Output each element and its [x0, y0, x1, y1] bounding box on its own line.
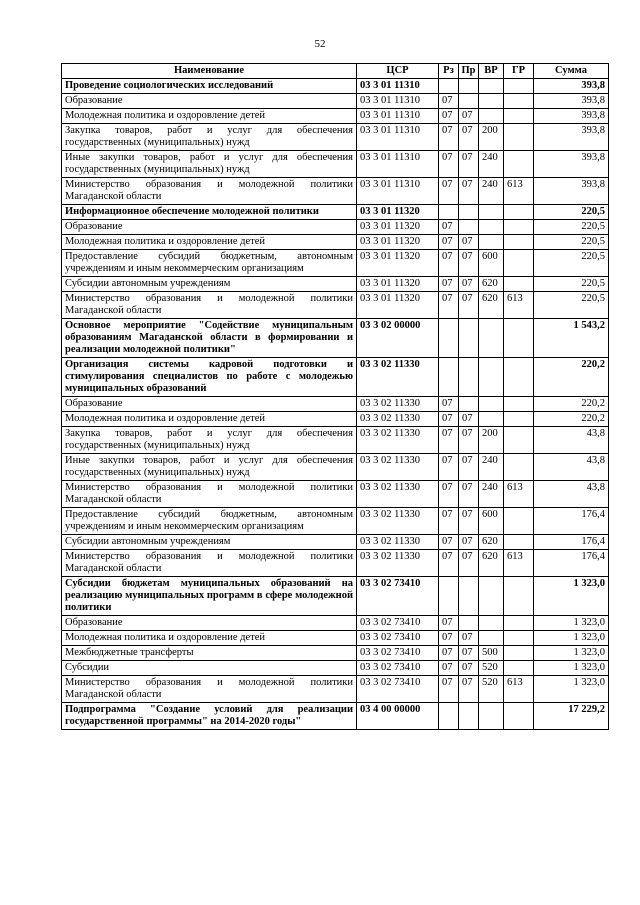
- table-row: [62, 427, 609, 454]
- cell-rz: [439, 358, 459, 397]
- header-rz: Рз: [439, 64, 459, 79]
- cell-name: Иные закупки товаров, работ и услуг для обеспечения государственных (муниципальных) нужд: [62, 454, 357, 481]
- cell-gr: [504, 703, 534, 730]
- cell-rz: 07: [439, 646, 459, 661]
- cell-csr: 03 3 01 11320: [357, 235, 439, 250]
- cell-pr: 07: [459, 277, 479, 292]
- cell-vr: [479, 412, 504, 427]
- cell-vr: 600: [479, 508, 504, 535]
- cell-pr: 07: [459, 481, 479, 508]
- cell-csr: 03 3 02 73410: [357, 661, 439, 676]
- cell-pr: 07: [459, 550, 479, 577]
- cell-gr: [504, 577, 534, 616]
- table-row: [62, 109, 609, 124]
- table-row: [62, 577, 609, 616]
- cell-gr: 613: [504, 550, 534, 577]
- table-row: [62, 250, 609, 277]
- cell-name: Субсидии: [62, 661, 357, 676]
- table-row: [62, 550, 609, 577]
- cell-gr: [504, 79, 534, 94]
- header-pr: Пр: [459, 64, 479, 79]
- cell-name: Молодежная политика и оздоровление детей: [62, 631, 357, 646]
- cell-gr: [504, 319, 534, 358]
- cell-name: Закупка товаров, работ и услуг для обеспечения государственных (муниципальных) нужд: [62, 427, 357, 454]
- table-row: [62, 646, 609, 661]
- cell-rz: 07: [439, 550, 459, 577]
- cell-rz: [439, 577, 459, 616]
- cell-rz: 07: [439, 220, 459, 235]
- cell-sum: 220,5: [534, 235, 609, 250]
- cell-sum: 220,5: [534, 292, 609, 319]
- cell-sum: 43,8: [534, 481, 609, 508]
- cell-csr: 03 3 02 73410: [357, 631, 439, 646]
- cell-vr: 600: [479, 250, 504, 277]
- cell-pr: 07: [459, 535, 479, 550]
- cell-rz: 07: [439, 427, 459, 454]
- cell-rz: 07: [439, 676, 459, 703]
- cell-vr: [479, 205, 504, 220]
- cell-rz: [439, 703, 459, 730]
- table-row: [62, 178, 609, 205]
- table-row: [62, 412, 609, 427]
- cell-gr: [504, 427, 534, 454]
- cell-pr: 07: [459, 646, 479, 661]
- cell-pr: [459, 205, 479, 220]
- cell-name: Предоставление субсидий бюджетным, автономным учреждениям и иным некоммерческим организациям: [62, 508, 357, 535]
- cell-rz: [439, 205, 459, 220]
- table-row: [62, 508, 609, 535]
- cell-pr: 07: [459, 508, 479, 535]
- cell-vr: 520: [479, 661, 504, 676]
- cell-sum: 1 323,0: [534, 616, 609, 631]
- cell-name: Субсидии бюджетам муниципальных образований на реализацию муниципальных программ в сфере молодежной политики: [62, 577, 357, 616]
- cell-name: Министерство образования и молодежной политики Магаданской области: [62, 178, 357, 205]
- cell-vr: [479, 616, 504, 631]
- cell-vr: 500: [479, 646, 504, 661]
- cell-gr: 613: [504, 481, 534, 508]
- cell-sum: 1 543,2: [534, 319, 609, 358]
- cell-csr: 03 3 02 73410: [357, 646, 439, 661]
- cell-csr: 03 3 01 11310: [357, 94, 439, 109]
- cell-csr: 03 3 01 11310: [357, 151, 439, 178]
- table-body: [62, 79, 609, 730]
- header-vr: ВР: [479, 64, 504, 79]
- cell-vr: 620: [479, 277, 504, 292]
- cell-sum: 17 229,2: [534, 703, 609, 730]
- cell-gr: [504, 631, 534, 646]
- header-row: [62, 64, 609, 79]
- table-row: [62, 703, 609, 730]
- table-row: [62, 235, 609, 250]
- cell-csr: 03 3 02 11330: [357, 412, 439, 427]
- cell-rz: 07: [439, 631, 459, 646]
- cell-gr: 613: [504, 178, 534, 205]
- cell-rz: [439, 79, 459, 94]
- cell-pr: 07: [459, 631, 479, 646]
- table-row: [62, 454, 609, 481]
- cell-name: Министерство образования и молодежной политики Магаданской области: [62, 676, 357, 703]
- cell-rz: 07: [439, 109, 459, 124]
- cell-csr: 03 3 02 73410: [357, 676, 439, 703]
- cell-name: Организация системы кадровой подготовки и стимулирования специалистов по работе с молодежью муниципальных образований: [62, 358, 357, 397]
- cell-name: Министерство образования и молодежной политики Магаданской области: [62, 292, 357, 319]
- cell-sum: 176,4: [534, 508, 609, 535]
- cell-pr: [459, 358, 479, 397]
- cell-vr: 200: [479, 427, 504, 454]
- cell-vr: [479, 703, 504, 730]
- cell-vr: 240: [479, 151, 504, 178]
- cell-sum: 43,8: [534, 454, 609, 481]
- table-row: [62, 358, 609, 397]
- table-row: [62, 220, 609, 235]
- cell-gr: [504, 358, 534, 397]
- cell-csr: 03 3 02 73410: [357, 616, 439, 631]
- cell-sum: 1 323,0: [534, 577, 609, 616]
- cell-gr: [504, 235, 534, 250]
- table-row: [62, 631, 609, 646]
- cell-rz: 07: [439, 94, 459, 109]
- cell-name: Образование: [62, 397, 357, 412]
- cell-csr: 03 3 01 11320: [357, 205, 439, 220]
- cell-vr: [479, 631, 504, 646]
- cell-gr: [504, 151, 534, 178]
- cell-csr: 03 3 02 11330: [357, 358, 439, 397]
- cell-name: Образование: [62, 220, 357, 235]
- cell-csr: 03 3 02 11330: [357, 427, 439, 454]
- cell-vr: [479, 220, 504, 235]
- cell-sum: 220,5: [534, 250, 609, 277]
- cell-csr: 03 3 01 11310: [357, 124, 439, 151]
- cell-gr: [504, 454, 534, 481]
- cell-name: Молодежная политика и оздоровление детей: [62, 109, 357, 124]
- cell-gr: [504, 661, 534, 676]
- table-row: [62, 616, 609, 631]
- cell-pr: [459, 319, 479, 358]
- table-row: [62, 79, 609, 94]
- cell-pr: 07: [459, 454, 479, 481]
- cell-sum: 393,8: [534, 178, 609, 205]
- cell-sum: 1 323,0: [534, 676, 609, 703]
- cell-vr: [479, 358, 504, 397]
- cell-sum: 176,4: [534, 550, 609, 577]
- cell-gr: [504, 508, 534, 535]
- table-header: [62, 64, 609, 79]
- cell-gr: [504, 397, 534, 412]
- cell-rz: 07: [439, 616, 459, 631]
- cell-csr: 03 3 01 11320: [357, 277, 439, 292]
- cell-vr: 620: [479, 550, 504, 577]
- cell-rz: 07: [439, 481, 459, 508]
- cell-csr: 03 3 02 00000: [357, 319, 439, 358]
- cell-sum: 176,4: [534, 535, 609, 550]
- table-row: [62, 124, 609, 151]
- header-name: Наименование: [62, 64, 357, 79]
- cell-csr: 03 3 01 11310: [357, 178, 439, 205]
- table-row: [62, 277, 609, 292]
- cell-pr: 07: [459, 235, 479, 250]
- cell-name: Субсидии автономным учреждениям: [62, 277, 357, 292]
- cell-rz: 07: [439, 508, 459, 535]
- cell-csr: 03 3 01 11320: [357, 250, 439, 277]
- cell-rz: 07: [439, 250, 459, 277]
- cell-vr: 620: [479, 535, 504, 550]
- cell-rz: [439, 319, 459, 358]
- table-row: [62, 397, 609, 412]
- cell-sum: 220,5: [534, 277, 609, 292]
- table-row: [62, 319, 609, 358]
- cell-vr: 200: [479, 124, 504, 151]
- table-row: [62, 535, 609, 550]
- cell-vr: 240: [479, 481, 504, 508]
- cell-sum: 43,8: [534, 427, 609, 454]
- table-row: [62, 94, 609, 109]
- cell-name: Основное мероприятие "Содействие муниципальным образованиям Магаданской области в формировании и реализации молодежной политики": [62, 319, 357, 358]
- cell-pr: 07: [459, 151, 479, 178]
- cell-name: Закупка товаров, работ и услуг для обеспечения государственных (муниципальных) нужд: [62, 124, 357, 151]
- budget-table: [61, 63, 609, 730]
- cell-rz: 07: [439, 412, 459, 427]
- header-sum: Сумма: [534, 64, 609, 79]
- table-row: [62, 676, 609, 703]
- cell-name: Образование: [62, 94, 357, 109]
- cell-name: Проведение социологических исследований: [62, 79, 357, 94]
- cell-pr: 07: [459, 676, 479, 703]
- cell-csr: 03 3 01 11320: [357, 220, 439, 235]
- cell-name: Образование: [62, 616, 357, 631]
- cell-sum: 393,8: [534, 79, 609, 94]
- cell-vr: [479, 235, 504, 250]
- cell-csr: 03 3 01 11310: [357, 109, 439, 124]
- cell-sum: 393,8: [534, 94, 609, 109]
- cell-gr: [504, 94, 534, 109]
- cell-vr: [479, 94, 504, 109]
- cell-name: Предоставление субсидий бюджетным, автономным учреждениям и иным некоммерческим организациям: [62, 250, 357, 277]
- cell-pr: 07: [459, 124, 479, 151]
- cell-rz: 07: [439, 277, 459, 292]
- cell-name: Министерство образования и молодежной политики Магаданской области: [62, 550, 357, 577]
- cell-gr: [504, 220, 534, 235]
- cell-sum: 220,2: [534, 412, 609, 427]
- cell-gr: [504, 250, 534, 277]
- cell-sum: 1 323,0: [534, 646, 609, 661]
- cell-rz: 07: [439, 454, 459, 481]
- cell-rz: 07: [439, 124, 459, 151]
- cell-vr: [479, 397, 504, 412]
- header-gr: ГР: [504, 64, 534, 79]
- cell-rz: 07: [439, 661, 459, 676]
- cell-pr: 07: [459, 427, 479, 454]
- page-number: 52: [314, 38, 326, 50]
- cell-rz: 07: [439, 235, 459, 250]
- cell-pr: [459, 577, 479, 616]
- table-row: [62, 661, 609, 676]
- cell-gr: [504, 535, 534, 550]
- cell-csr: 03 3 02 11330: [357, 454, 439, 481]
- cell-gr: [504, 124, 534, 151]
- table-row: [62, 481, 609, 508]
- cell-pr: 07: [459, 661, 479, 676]
- header-csr: ЦСР: [357, 64, 439, 79]
- cell-gr: [504, 205, 534, 220]
- cell-csr: 03 3 01 11320: [357, 292, 439, 319]
- cell-name: Министерство образования и молодежной политики Магаданской области: [62, 481, 357, 508]
- cell-rz: 07: [439, 535, 459, 550]
- cell-vr: 620: [479, 292, 504, 319]
- cell-pr: 07: [459, 250, 479, 277]
- cell-vr: [479, 577, 504, 616]
- cell-name: Молодежная политика и оздоровление детей: [62, 235, 357, 250]
- cell-pr: [459, 703, 479, 730]
- cell-pr: [459, 616, 479, 631]
- cell-pr: [459, 397, 479, 412]
- cell-csr: 03 3 02 73410: [357, 577, 439, 616]
- cell-name: Межбюджетные трансферты: [62, 646, 357, 661]
- cell-csr: 03 3 02 11330: [357, 508, 439, 535]
- cell-gr: [504, 412, 534, 427]
- cell-csr: 03 3 02 11330: [357, 550, 439, 577]
- cell-vr: 520: [479, 676, 504, 703]
- cell-vr: [479, 109, 504, 124]
- table-row: [62, 205, 609, 220]
- cell-sum: 1 323,0: [534, 661, 609, 676]
- cell-csr: 03 3 02 11330: [357, 481, 439, 508]
- cell-vr: [479, 319, 504, 358]
- cell-gr: 613: [504, 676, 534, 703]
- cell-csr: 03 3 02 11330: [357, 535, 439, 550]
- cell-vr: 240: [479, 178, 504, 205]
- cell-pr: [459, 79, 479, 94]
- cell-rz: 07: [439, 151, 459, 178]
- cell-pr: 07: [459, 292, 479, 319]
- cell-pr: 07: [459, 412, 479, 427]
- cell-rz: 07: [439, 292, 459, 319]
- cell-vr: [479, 79, 504, 94]
- cell-name: Подпрограмма "Создание условий для реализации государственной программы" на 2014-2020 годы": [62, 703, 357, 730]
- cell-name: Субсидии автономным учреждениям: [62, 535, 357, 550]
- cell-rz: 07: [439, 178, 459, 205]
- table-row: [62, 292, 609, 319]
- cell-pr: 07: [459, 178, 479, 205]
- cell-name: Иные закупки товаров, работ и услуг для обеспечения государственных (муниципальных) нужд: [62, 151, 357, 178]
- cell-pr: [459, 94, 479, 109]
- cell-sum: 220,5: [534, 205, 609, 220]
- cell-sum: 220,5: [534, 220, 609, 235]
- cell-pr: 07: [459, 109, 479, 124]
- cell-sum: 393,8: [534, 124, 609, 151]
- cell-gr: [504, 646, 534, 661]
- cell-gr: [504, 277, 534, 292]
- cell-sum: 1 323,0: [534, 631, 609, 646]
- cell-sum: 220,2: [534, 358, 609, 397]
- cell-gr: [504, 109, 534, 124]
- cell-vr: 240: [479, 454, 504, 481]
- cell-pr: [459, 220, 479, 235]
- cell-csr: 03 4 00 00000: [357, 703, 439, 730]
- cell-name: Информационное обеспечение молодежной политики: [62, 205, 357, 220]
- cell-csr: 03 3 02 11330: [357, 397, 439, 412]
- cell-sum: 393,8: [534, 109, 609, 124]
- table-row: [62, 151, 609, 178]
- cell-csr: 03 3 01 11310: [357, 79, 439, 94]
- cell-name: Молодежная политика и оздоровление детей: [62, 412, 357, 427]
- cell-rz: 07: [439, 397, 459, 412]
- cell-sum: 220,2: [534, 397, 609, 412]
- cell-gr: [504, 616, 534, 631]
- cell-sum: 393,8: [534, 151, 609, 178]
- cell-gr: 613: [504, 292, 534, 319]
